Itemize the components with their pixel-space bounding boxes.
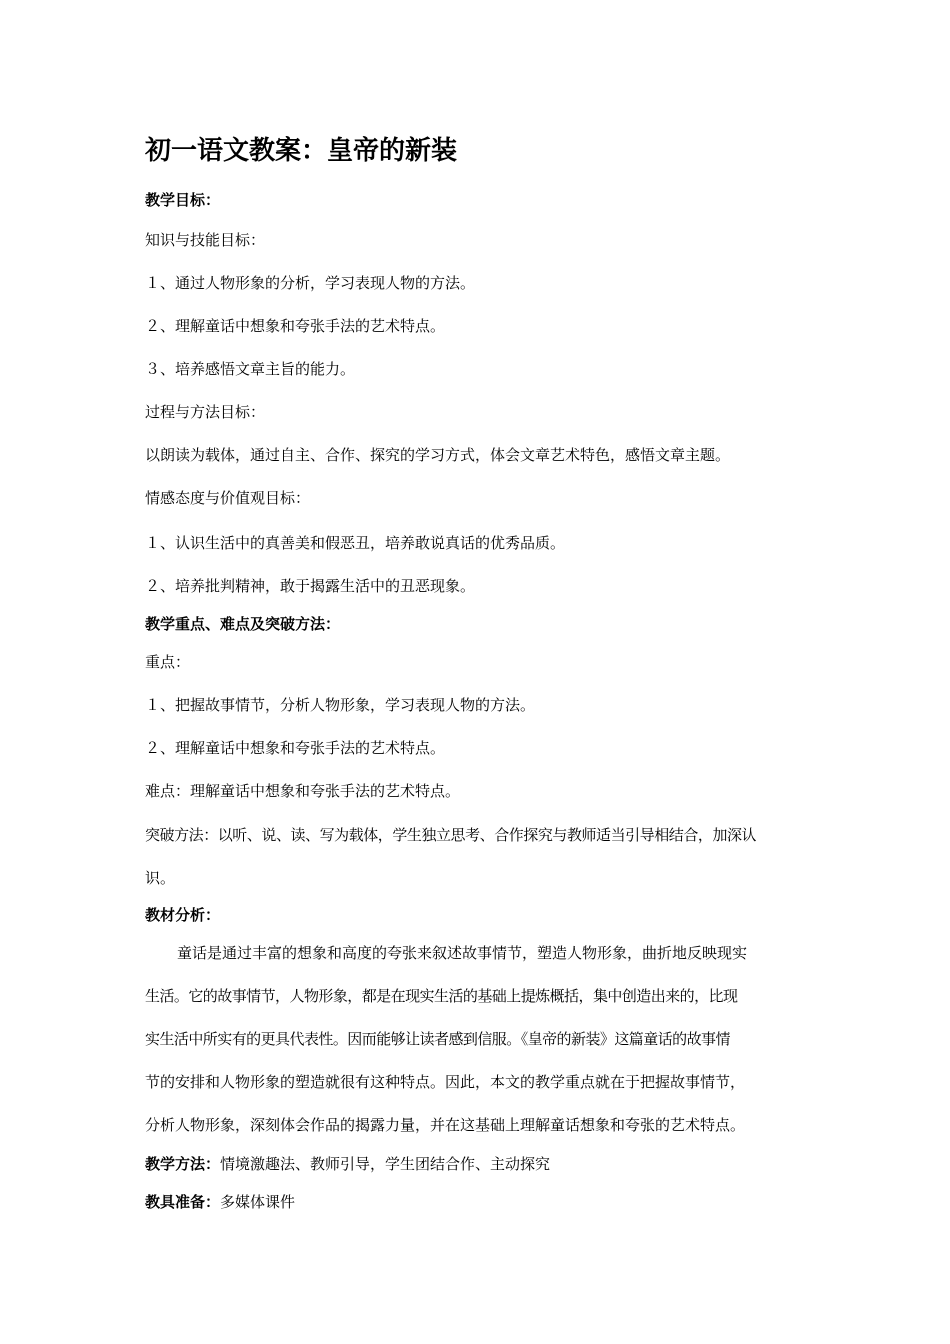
material-analysis-line: 实生活中所实有的更具代表性。因而能够让读者感到信服。《皇帝的新装》这篇童话的故事情 [145, 1030, 730, 1048]
material-analysis-line: 分析人物形象，深刻体会作品的揭露力量，并在这基础上理解童话想象和夸张的艺术特点。 [145, 1116, 746, 1134]
knowledge-goal-item: ３、培养感悟文章主旨的能力。 [145, 360, 356, 378]
key-points-heading: 教学重点、难点及突破方法： [145, 615, 341, 633]
focus-heading: 重点： [145, 653, 191, 671]
material-analysis-line: 童话是通过丰富的想象和高度的夸张来叙述故事情节，塑造人物形象，曲折地反映现实 [177, 944, 748, 962]
teaching-tools-label: 教具准备： [145, 1193, 221, 1211]
breakthrough-text-line2: 识。 [145, 869, 176, 887]
emotion-goals-heading: 情感态度与价值观目标： [145, 489, 311, 507]
knowledge-goals-heading: 知识与技能目标： [145, 231, 266, 249]
difficulty-text: 难点：理解童话中想象和夸张手法的艺术特点。 [145, 782, 461, 800]
process-goals-text: 以朗读为载体，通过自主、合作、探究的学习方式，体会文章艺术特色，感悟文章主题。 [145, 446, 731, 464]
emotion-goal-item: ２、培养批判精神，敢于揭露生活中的丑恶现象。 [145, 577, 476, 595]
focus-item: ２、理解童话中想象和夸张手法的艺术特点。 [145, 739, 446, 757]
material-analysis-line: 节的安排和人物形象的塑造就很有这种特点。因此，本文的教学重点就在于把握故事情节， [145, 1073, 746, 1091]
teaching-method-text: 情境激趣法、教师引导，学生团结合作、主动探究 [220, 1155, 551, 1173]
document-title: 初一语文教案：皇帝的新装 [145, 136, 458, 166]
focus-item: １、把握故事情节，分析人物形象，学习表现人物的方法。 [145, 696, 536, 714]
teaching-goals-heading: 教学目标： [145, 191, 221, 209]
teaching-method-row [145, 1154, 550, 1174]
material-analysis-line: 生活。它的故事情节，人物形象，都是在现实生活的基础上提炼概括，集中创造出来的，比现 [145, 987, 738, 1005]
breakthrough-text-line1: 突破方法：以听、说、读、写为载体，学生独立思考、合作探究与教师适当引导相结合，加深认 [145, 826, 757, 844]
process-goals-heading: 过程与方法目标： [145, 403, 266, 421]
teaching-tools-text: 多媒体课件 [220, 1193, 296, 1211]
knowledge-goal-item: １、通过人物形象的分析，学习表现人物的方法。 [145, 274, 476, 292]
material-analysis-heading: 教材分析： [145, 906, 221, 924]
emotion-goal-item: １、认识生活中的真善美和假恶丑，培养敢说真话的优秀品质。 [145, 534, 566, 552]
teaching-method-label: 教学方法： [145, 1155, 221, 1173]
teaching-tools-row [145, 1192, 295, 1212]
knowledge-goal-item: ２、理解童话中想象和夸张手法的艺术特点。 [145, 317, 446, 335]
